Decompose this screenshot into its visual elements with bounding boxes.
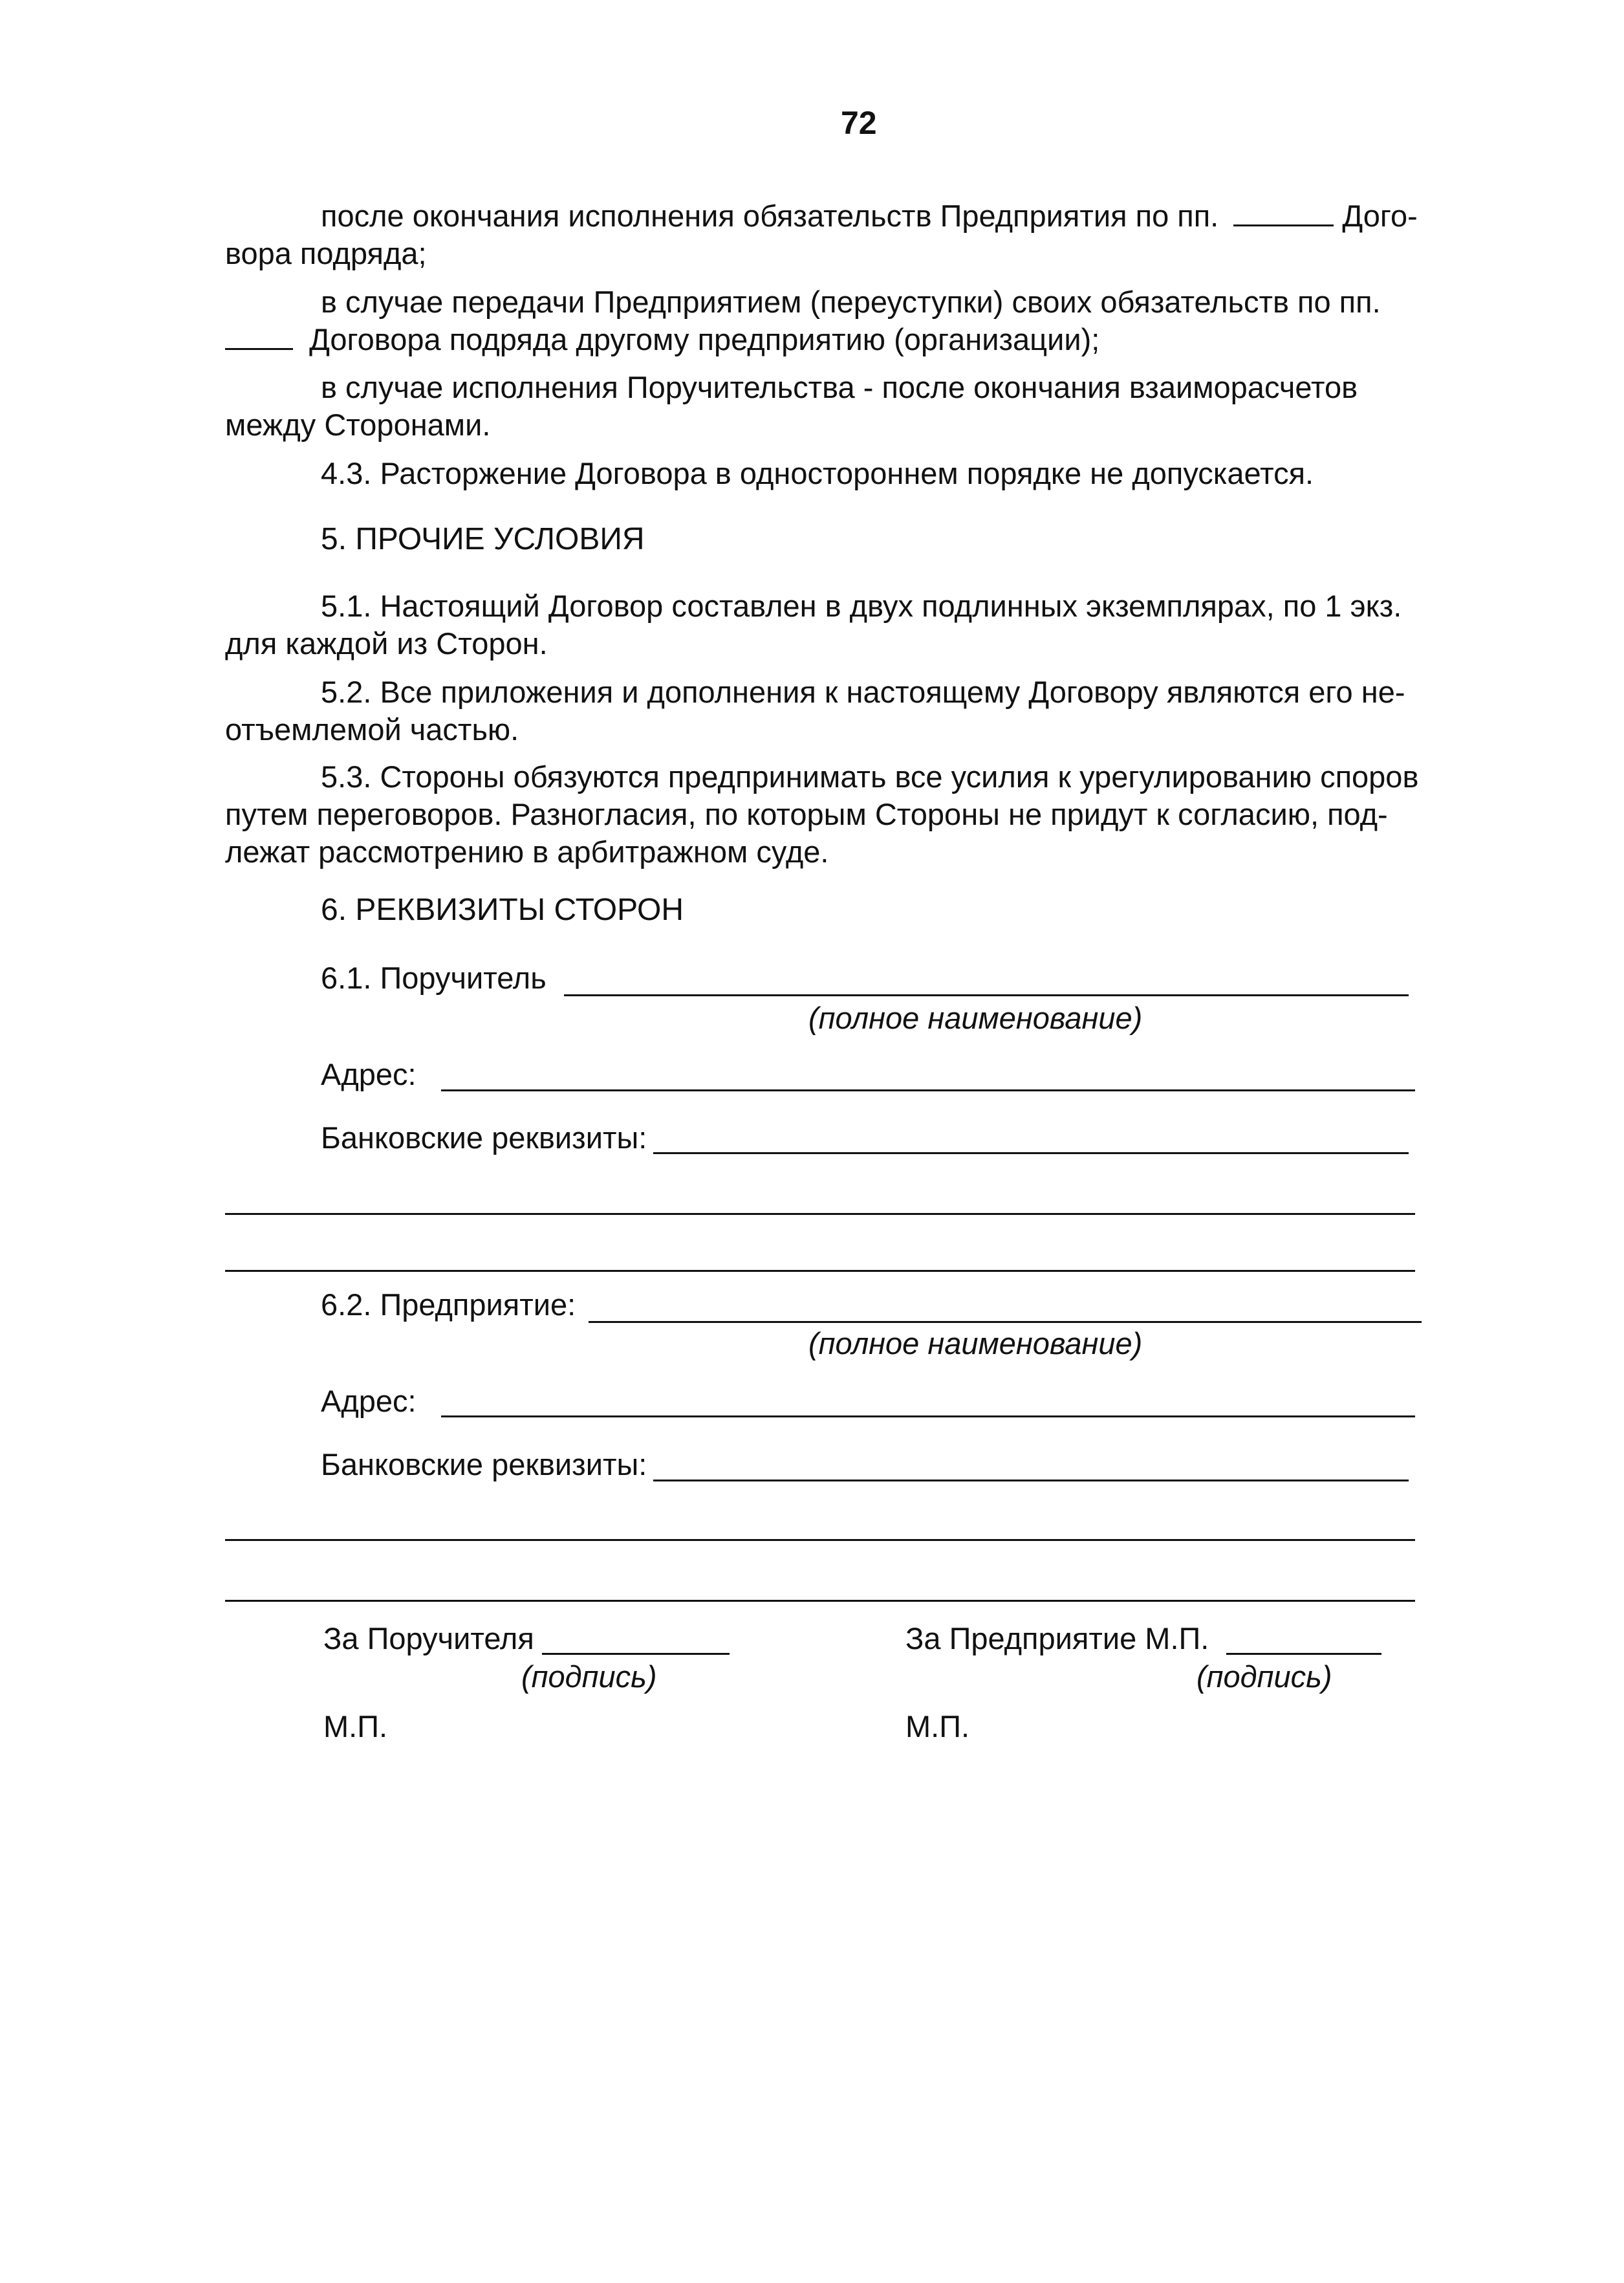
guarantor-address-label: Адрес: (321, 1057, 417, 1091)
paragraph-after-obligations (225, 197, 1418, 272)
text-line: путем переговоров. Разногласия, по которым Стороны не придут к согласию, под- (225, 797, 1388, 831)
clause-5-3 (225, 758, 1419, 871)
clause-5-1 (225, 587, 1415, 662)
enterprise-signature-hint: (подпись) (1196, 1659, 1332, 1694)
enterprise-bank-line[interactable] (225, 1539, 1415, 1541)
blank-field (225, 325, 293, 350)
enterprise-address-field[interactable] (441, 1415, 1415, 1417)
text-line: 4.3. Расторжение Договора в одностороннем порядке не допускается. (321, 456, 1314, 490)
paragraph-guarantee (225, 369, 1415, 444)
section-heading-6: 6. РЕКВИЗИТЫ СТОРОН (321, 893, 684, 927)
guarantor-name-field[interactable] (564, 994, 1409, 996)
text-line: 5.3. Стороны обязуются предпринимать все усилия к урегулированию споров (321, 759, 1419, 794)
text-line: вора подряда; (225, 236, 427, 270)
text-line: отъемлемой частью. (225, 712, 519, 747)
text-line: 5.1. Настоящий Договор составлен в двух подлинных экземплярах, по 1 экз. (321, 589, 1402, 623)
section-heading-5: 5. ПРОЧИЕ УСЛОВИЯ (321, 522, 645, 556)
guarantor-bank-field[interactable] (653, 1152, 1409, 1154)
guarantor-stamp: М.П. (323, 1709, 388, 1743)
page-number: 72 (841, 105, 877, 141)
guarantor-address-field[interactable] (441, 1089, 1415, 1091)
enterprise-name-field[interactable] (589, 1321, 1422, 1323)
guarantor-name-hint: (полное наименование) (808, 1001, 1143, 1035)
blank-field (1233, 201, 1334, 226)
guarantor-signature-field[interactable] (542, 1653, 730, 1655)
enterprise-bank-field[interactable] (653, 1480, 1409, 1481)
guarantor-label: 6.1. Поручитель (321, 961, 547, 995)
enterprise-signature-field[interactable] (1226, 1653, 1381, 1655)
enterprise-bank-line[interactable] (225, 1600, 1415, 1602)
enterprise-stamp: М.П. (905, 1709, 970, 1743)
text-line: между Сторонами. (225, 408, 491, 442)
enterprise-name-hint: (полное наименование) (808, 1326, 1143, 1360)
text-line: Дого- (1342, 199, 1418, 233)
text-line: в случае передачи Предприятием (переуступки) своих обязательств по пп. (321, 285, 1381, 319)
text-line: для каждой из Сторон. (225, 626, 548, 661)
guarantor-signature-hint: (подпись) (521, 1659, 657, 1694)
text-line: 5.2. Все приложения и дополнения к настоящему Договору являются его не- (321, 675, 1405, 709)
paragraph-transfer (225, 283, 1415, 358)
enterprise-label: 6.2. Предприятие: (321, 1287, 576, 1322)
clause-5-2 (225, 673, 1415, 748)
guarantor-signature-label: За Поручителя (323, 1621, 534, 1655)
text-line: Договора подряда другому предприятию (организации); (309, 322, 1100, 356)
clause-4-3 (225, 455, 1415, 492)
guarantor-bank-line[interactable] (225, 1270, 1415, 1272)
enterprise-address-label: Адрес: (321, 1384, 417, 1418)
enterprise-signature-label: За Предприятие М.П. (905, 1621, 1209, 1655)
guarantor-bank-line[interactable] (225, 1213, 1415, 1215)
guarantor-bank-label: Банковские реквизиты: (321, 1120, 647, 1155)
enterprise-bank-label: Банковские реквизиты: (321, 1447, 647, 1481)
text-line: лежат рассмотрению в арбитражном суде. (225, 835, 829, 869)
text-line: после окончания исполнения обязательств Предприятия по пп. (321, 199, 1219, 233)
text-line: в случае исполнения Поручительства - после окончания взаиморасчетов (321, 370, 1358, 404)
